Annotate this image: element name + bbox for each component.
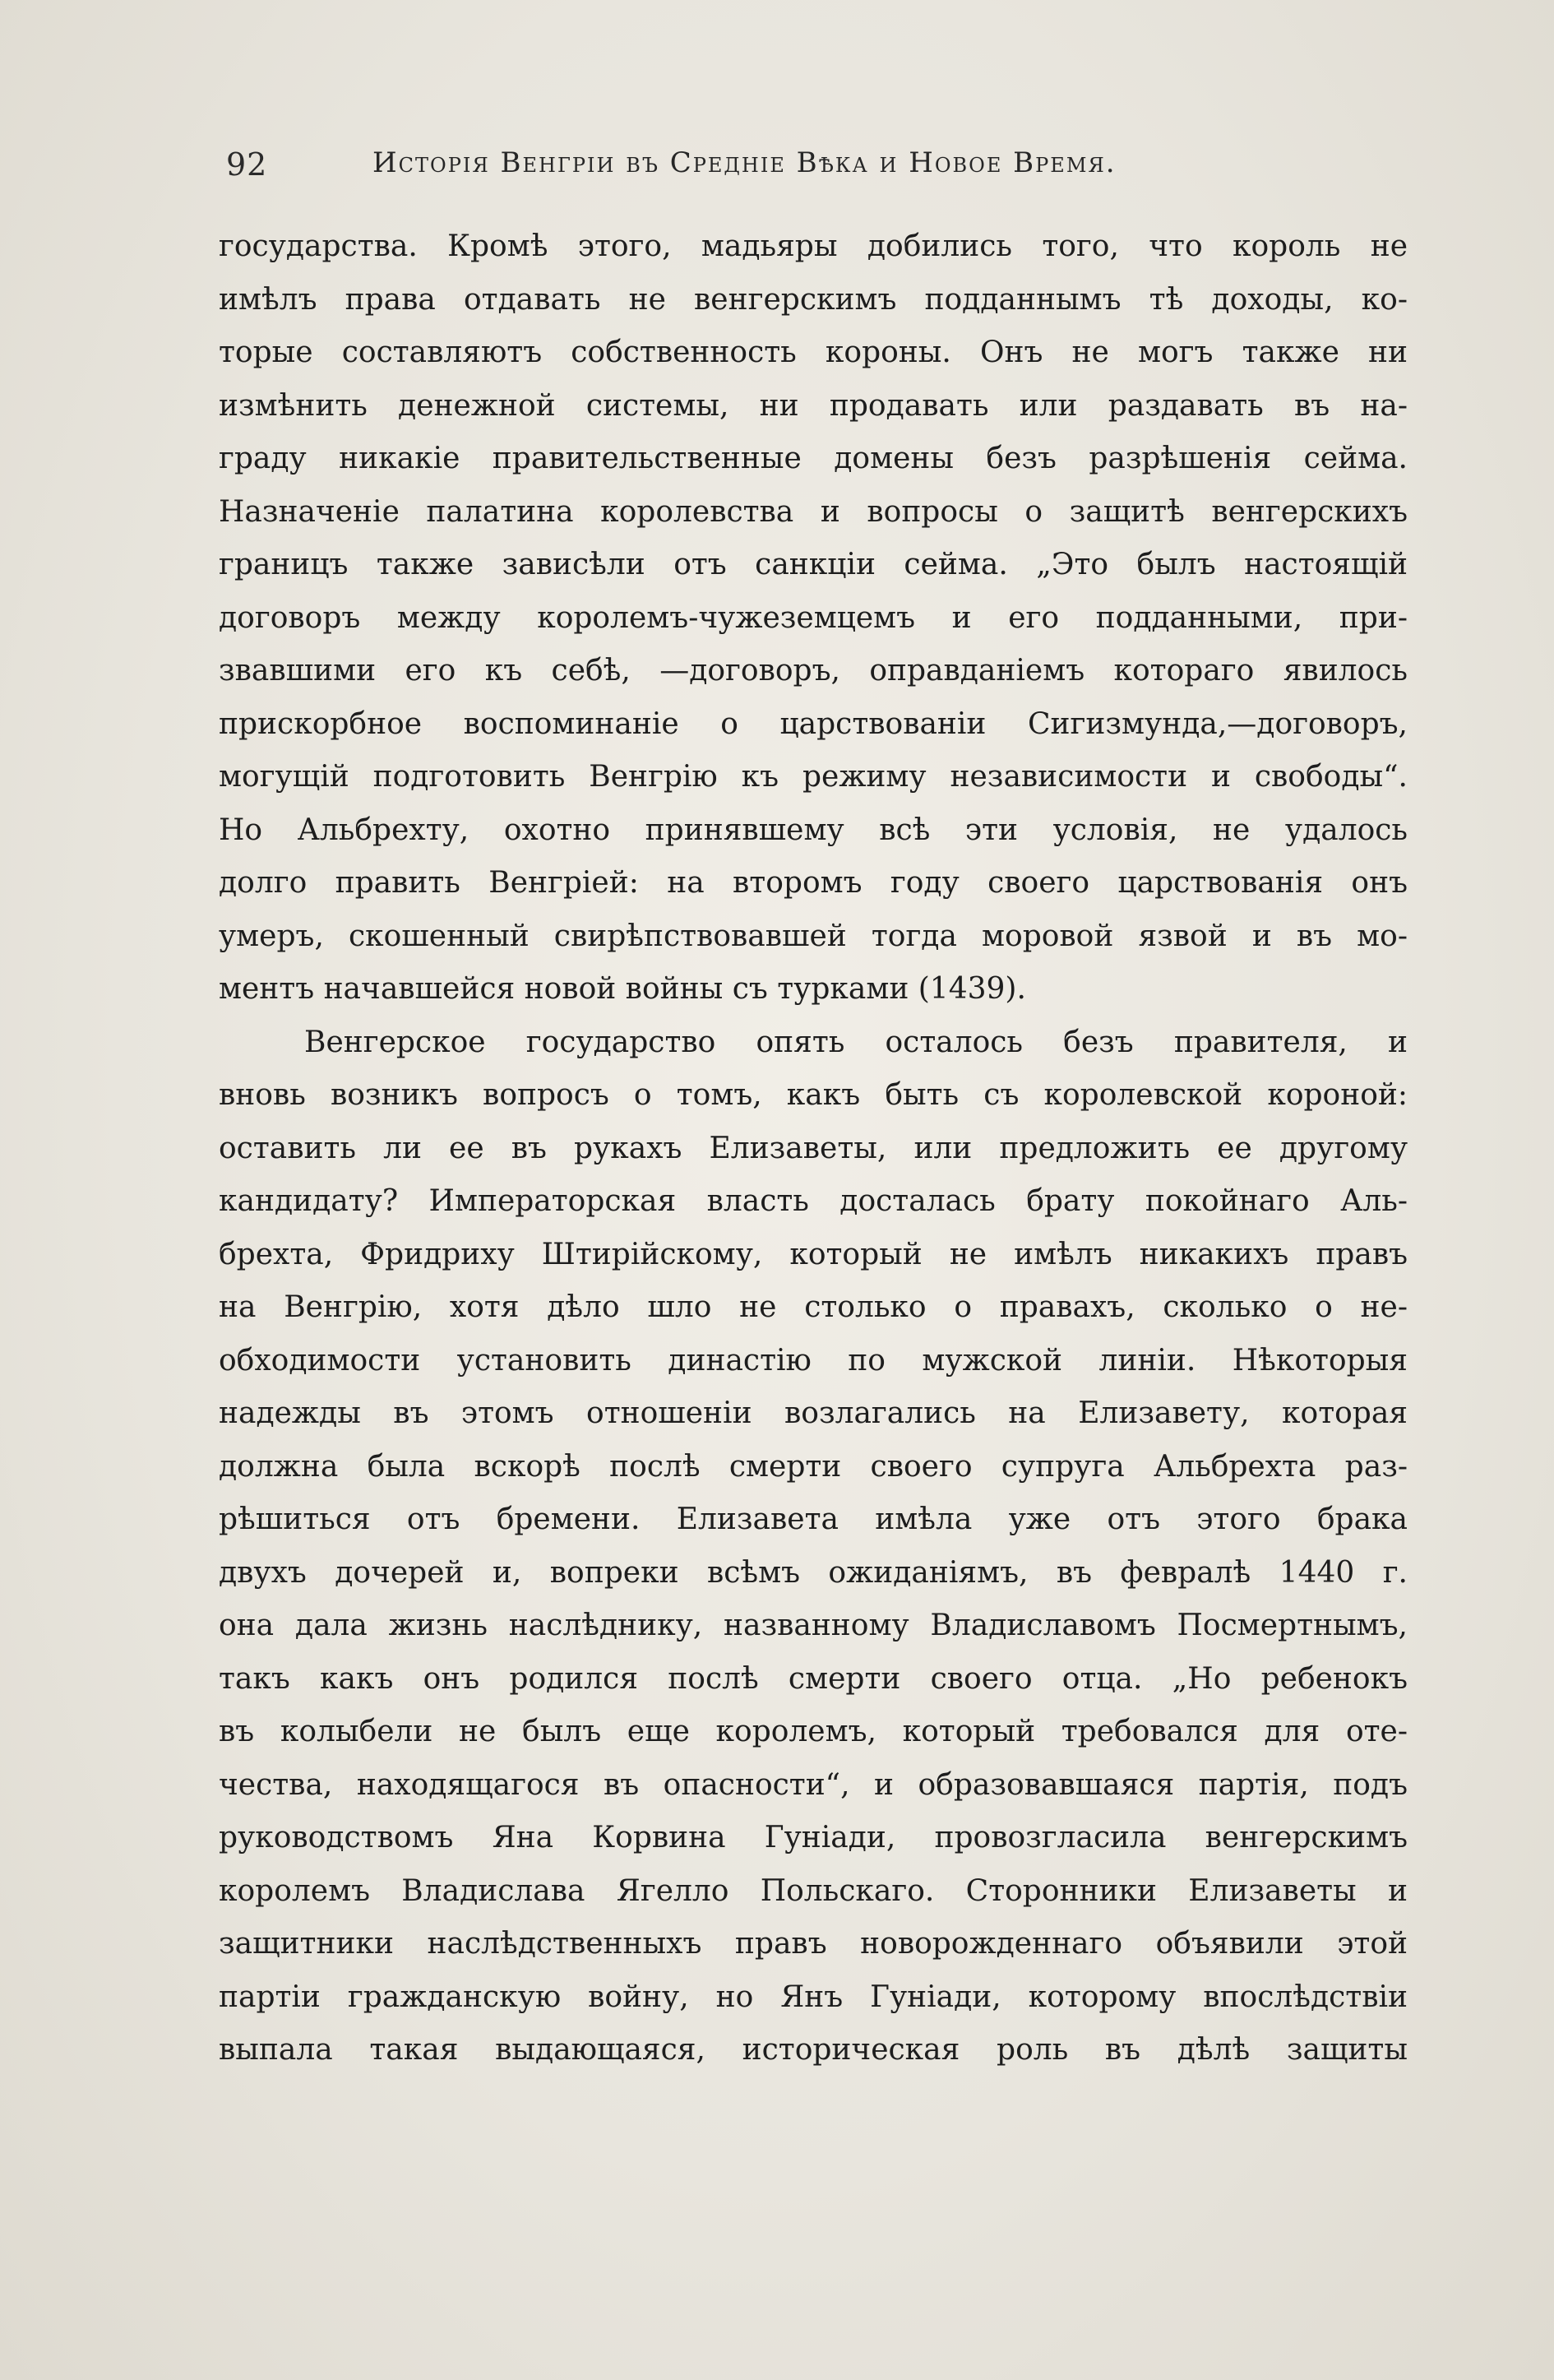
text-line: чества, находящагося въ опасности“, и образовавшаяся партія, подъ (219, 1767, 1408, 1802)
text-line: должна была вскорѣ послѣ смерти своего супруга Альбрехта раз- (219, 1449, 1408, 1484)
text-line: долго править Венгріей: на второмъ году своего царствованія онъ (219, 866, 1408, 900)
text-line: государства. Кромѣ этого, мадьяры добились того, что король не (219, 229, 1408, 263)
text-line: граду никакіе правительственные домены безъ разрѣшенія сейма. (219, 442, 1408, 475)
page-number: 92 (226, 146, 268, 183)
text-line: прискорбное воспоминаніе о царствованіи Сигизмунда,—договоръ, (219, 706, 1408, 741)
text-line: Назначеніе палатина королевства и вопросы о защитѣ венгерскихъ (219, 494, 1408, 529)
text-line: двухъ дочерей и, вопреки всѣмъ ожиданіямъ, въ февралѣ 1440 г. (219, 1555, 1408, 1590)
text-line: брехта, Фридриху Штирійскому, который не имѣлъ никакихъ правъ (219, 1237, 1408, 1271)
text-line: кандидату? Императорская власть досталась брату покойнаго Аль- (219, 1184, 1408, 1218)
text-line: могущій подготовить Венгрію къ режиму независимости и свободы“. (219, 760, 1408, 794)
running-title: Исторія Венгріи въ Средніе Вѣка и Новое Время. (372, 146, 1117, 179)
text-line: партіи гражданскую войну, но Янъ Гуніади, которому впослѣдствіи (219, 1979, 1408, 2014)
text-line: торые составляютъ собственность короны. Онъ не могъ также ни (219, 336, 1408, 369)
text-line: рѣшиться отъ бремени. Елизавета имѣла уже отъ этого брака (219, 1503, 1408, 1536)
text-line: руководствомъ Яна Корвина Гуніади, провозгласила венгерскимъ (219, 1821, 1408, 1854)
text-line: Но Альбрехту, охотно принявшему всѣ эти условія, не удалось (219, 813, 1408, 847)
text-line: надежды въ этомъ отношеніи возлагались на Елизавету, которая (219, 1396, 1408, 1430)
text-line: звавшими его къ себѣ, —договоръ, оправданіемъ котораго явилось (219, 654, 1408, 688)
text-line: защитники наслѣдственныхъ правъ новорожденнаго объявили этой (219, 1927, 1408, 1961)
body-text (219, 220, 1408, 2077)
text-line: выпала такая выдающаяся, историческая роль въ дѣлѣ защиты (219, 2033, 1408, 2067)
text-line: договоръ между королемъ-чужеземцемъ и его подданными, при- (219, 600, 1408, 635)
text-line: оставить ли ее въ рукахъ Елизаветы, или предложить ее другому (219, 1131, 1408, 1165)
text-line: границъ также зависѣли отъ санкціи сейма. „Это былъ настоящій (219, 548, 1408, 581)
paragraph-first-line: Венгерское государство опять осталось безъ правителя, и (304, 1025, 1408, 1059)
text-line: умеръ, скошенный свирѣпствовавшей тогда моровой язвой и въ мо- (219, 919, 1408, 953)
text-line: въ колыбели не былъ еще королемъ, который требовался для оте- (219, 1715, 1408, 1748)
text-line: измѣнить денежной системы, ни продавать или раздавать въ на- (219, 388, 1408, 423)
text-line: королемъ Владислава Ягелло Польскаго. Сторонники Елизаветы и (219, 1873, 1408, 1908)
text-line: она дала жизнь наслѣднику, названному Владиславомъ Посмертнымъ, (219, 1609, 1408, 1642)
text-line: обходимости установить династію по мужской линіи. Нѣкоторыя (219, 1343, 1408, 1378)
text-line: ментъ начавшейся новой войны съ турками (1439). (219, 972, 1026, 1006)
text-line: имѣлъ права отдавать не венгерскимъ подданнымъ тѣ доходы, ко- (219, 282, 1408, 317)
page-header (226, 146, 1402, 204)
text-line: такъ какъ онъ родился послѣ смерти своего отца. „Но ребенокъ (219, 1661, 1408, 1696)
text-line: вновь возникъ вопросъ о томъ, какъ быть съ королевской короной: (219, 1078, 1408, 1112)
text-line: на Венгрію, хотя дѣло шло не столько о правахъ, сколько о не- (219, 1290, 1408, 1324)
